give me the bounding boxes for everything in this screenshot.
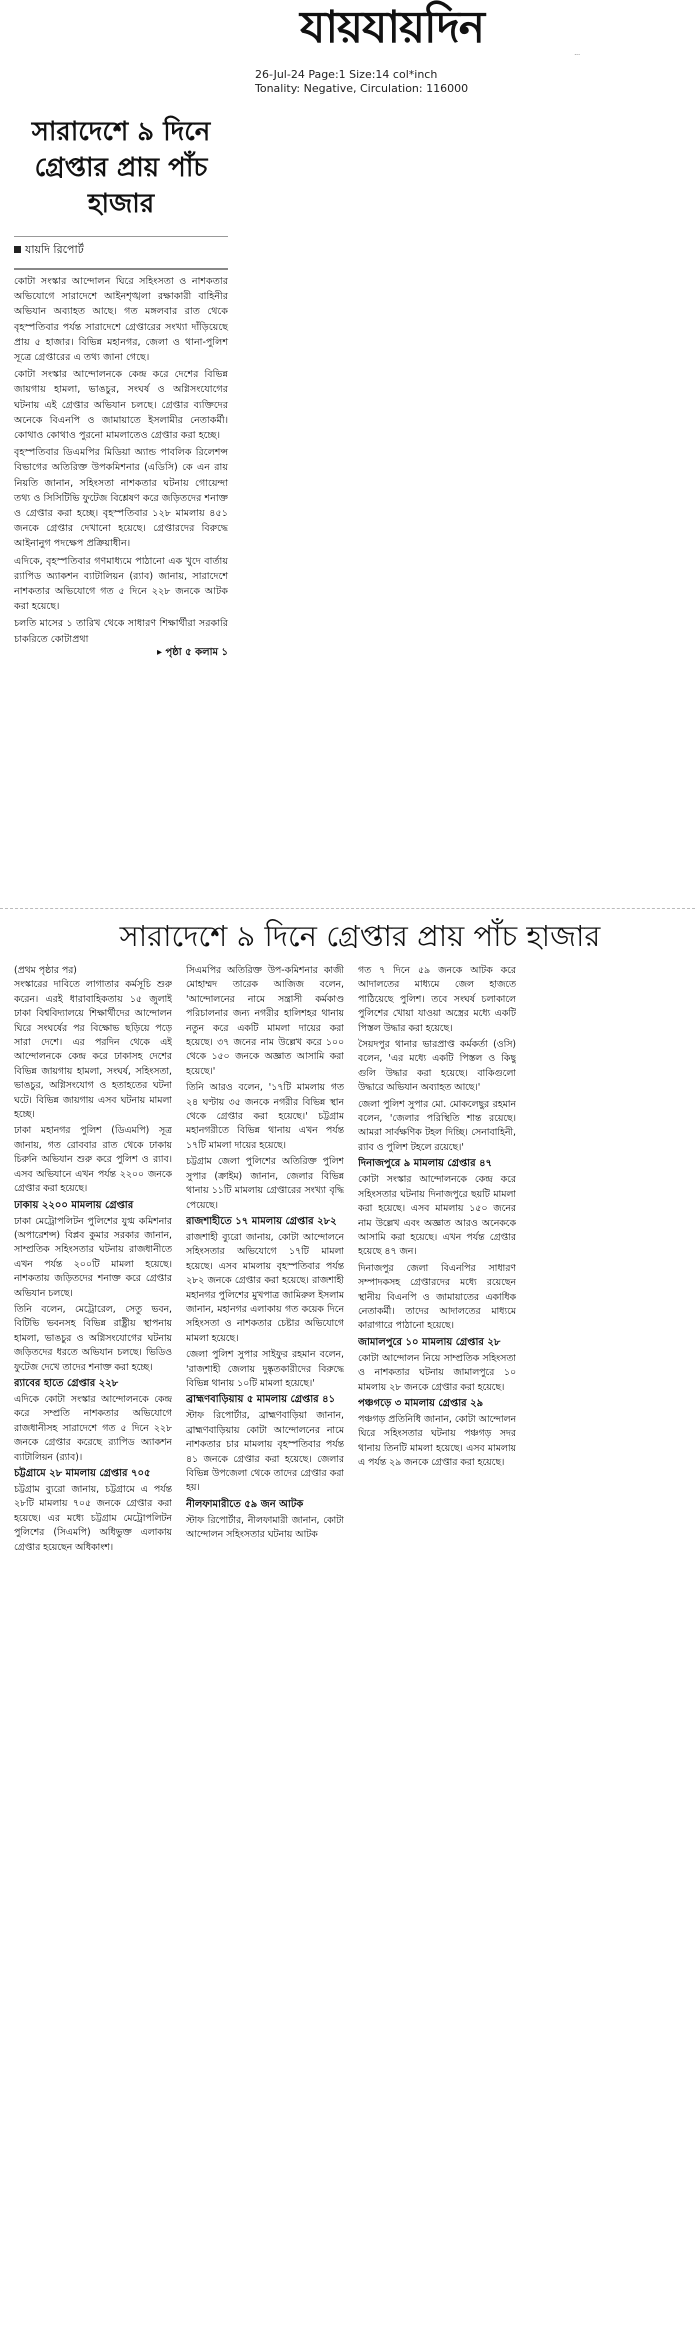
body-paragraph: চট্টগ্রাম জেলা পুলিশের অতিরিক্ত পুলিশ সুপার (ক্রাইম) জানান, জেলার বিভিন্ন থানায় ১১টি মামলায় গ্রেপ্তারের সংখ্যা বৃদ্ধি পেয়েছে। [186, 1156, 344, 1211]
subheading: রাজশাহীতে ১৭ মামলায় গ্রেপ্তার ২৮২ [186, 1215, 337, 1227]
body-paragraph: জেলা পুলিশ সুপার মো. মোকলেছুর রহমান বলেন, 'জেলার পরিস্থিতি শান্ত রয়েছে। আমরা সার্বক্ষণিক টহল দিচ্ছি। সেনাবাহিনী, র‍্যাব ও পুলিশ টহলে রয়েছে।' [358, 1098, 516, 1153]
front-paragraph: বৃহস্পতিবার ডিএমপির মিডিয়া অ্যান্ড পাবলিক রিলেশন্স বিভাগের অতিরিক্ত উপকমিশনার (এডিসি) কে এন রায় নিয়তি জানান, সহিংসতা নাশকতার ঘটনায় গোয়েন্দা তথ্য ও সিসিটিভি ফুটেজ বিশ্লেষণ করে জড়িতদের শনাক্ত ও গ্রেপ্তার করা হচ্ছে। বৃহস্পতিবার ১২৮ মামলায় ৪৫১ জনকে গ্রেপ্তার দেখানো হয়েছে। গ্রেপ্তারদের বিরুদ্ধে আইনানুগ পদক্ষেপ প্রক্রিয়াধীন। [14, 447, 228, 550]
subheading: দিনাজপুরে ৯ মামলায় গ্রেপ্তার ৪৭ [358, 1158, 493, 1170]
continued-note: (প্রথম পৃষ্ঠার পর) [14, 965, 77, 976]
body-paragraph: সিএমপির অতিরিক্ত উপ-কমিশনার কাজী মোহাম্মদ তারেক আজিজ বলেন, 'আন্দোলনের নামে সন্ত্রাসী কর্মকাণ্ড পরিচালনার জন্য নগরীর হালিশহর থানায় নতুন করে একটি মামলা দায়ের করা হয়েছে। ৩৭ জনের নাম উল্লেখ করে ১০০ থেকে ১৫০ জনকে অজ্ঞাত আসামি করা হয়েছে।' [186, 965, 344, 1077]
body-paragraph: সংস্কারের দাবিতে লাগাতার কর্মসূচি শুরু করেন। এরই ধারাবাহিকতায় ১৫ জুলাই ঢাকা বিশ্ববিদ্যালয়ে শিক্ষার্থীদের আন্দোলন ঘিরে সংঘর্ষের পর বিক্ষোভ ছড়িয়ে পড়ে সারা দেশে। এর পরদিন থেকে এই আন্দোলনকে কেন্দ্র করে ঢাকাসহ দেশের বিভিন্ন জায়গায় হামলা, সংঘর্ষ, সহিংসতা, ভাঙচুর, অগ্নিসংযোগ ও হতাহতের ঘটনা ঘটে। বিভিন্ন জায়গায় এসব ঘটনায় মামলা হচ্ছে। [14, 979, 172, 1121]
meta-line-1: 26-Jul-24 Page:1 Size:14 col*inch [255, 68, 438, 81]
body-paragraph: রাজশাহী ব্যুরো জানায়, কোটা আন্দোলনে সহিংসতার অভিযোগে ১৭টি মামলা হয়েছে। এসব মামলায় বৃহস্পতিবার পর্যন্ত ২৮২ জনকে গ্রেপ্তার করা হয়েছে। রাজশাহী মহানগর পুলিশের মুখপাত্র জামিরুল ইসলাম জানান, মহানগর এলাকায় গত কয়েক দিনে সহিংসতা ও নাশকতার চেষ্টার অভিযোগে মামলা হয়েছে। [186, 1231, 344, 1344]
front-page-article [14, 110, 228, 905]
body-paragraph: তিনি বলেন, মেট্রোরেল, সেতু ভবন, বিটিভি ভবনসহ বিভিন্ন রাষ্ট্রীয় স্থাপনায় হামলা, ভাঙচুর ও অগ্নিসংযোগের ঘটনায় জড়িতদের ধরতে অভিযান চলছে। ভিডিও ফুটেজ দেখে তাদের শনাক্ত করা হচ্ছে। [14, 1303, 172, 1373]
body-paragraph: দিনাজপুর জেলা বিএনপির সাধারণ সম্পাদকসহ গ্রেপ্তারদের মধ্যে রয়েছেন স্থানীয় বিএনপি ও জামায়াতের একাধিক নেতাকর্মী। তাদের আদালতের মাধ্যমে কারাগারে পাঠানো হয়েছে। [358, 1262, 516, 1332]
body-paragraph: চট্টগ্রাম ব্যুরো জানায়, চট্টগ্রামে এ পর্যন্ত ২৮টি মামলায় ৭০৫ জনকে গ্রেপ্তার করা হয়েছে। এর মধ্যে চট্টগ্রাম মেট্রোপলিটন পুলিশের (সিএমপি) অধিভুক্ত এলাকায় গ্রেপ্তার হয়েছেন অধিকাংশ। [14, 1484, 172, 1553]
subheading: ব্রাহ্মণবাড়িয়ায় ৫ মামলায় গ্রেপ্তার ৪১ [186, 1394, 336, 1406]
inside-article [14, 964, 686, 2324]
front-paragraph: কোটা সংস্কার আন্দোলনকে কেন্দ্র করে দেশের বিভিন্ন জায়গায় হামলা, ভাঙচুর, সংঘর্ষ ও অগ্নিসংযোগের ঘটনায় এই গ্রেপ্তার অভিযান চলছে। গ্রেপ্তার ব্যক্তিদের অনেকে বিএনপি ও জামায়াতে ইসলামীর নেতাকর্মী। কোথাও কোথাও পুরনো মামলাতেও গ্রেপ্তার করা হচ্ছে। [14, 369, 228, 442]
body-paragraph: পঞ্চগড় প্রতিনিধি জানান, কোটা আন্দোলন ঘিরে সহিংসতার ঘটনায় পঞ্চগড় সদর থানায় তিনটি মামলা হয়েছে। এসব মামলায় এ পর্যন্ত ২৯ জনকে গ্রেপ্তার করা হয়েছে। [358, 1413, 516, 1469]
subheading: জামালপুরে ১০ মামলায় গ্রেপ্তার ২৮ [358, 1336, 501, 1348]
meta-line-2: Tonality: Negative, Circulation: 116000 [255, 82, 469, 95]
subheading: ঢাকায় ২২০০ মামলায় গ্রেপ্তার [14, 1199, 134, 1211]
body-paragraph: সৈয়দপুর থানার ভারপ্রাপ্ত কর্মকর্তা (ওসি) বলেন, 'এর মধ্যে একটি পিস্তল ও কিছু গুলি উদ্ধার করা হয়েছে। বাকিগুলো উদ্ধারে অভিযান অব্যাহত আছে।' [358, 1039, 516, 1094]
body-paragraph: কোটা আন্দোলন নিয়ে সাম্প্রতিক সহিংসতা ও নাশকতার ঘটনায় জামালপুরে ১০ মামলায় ২৮ জনকে গ্রেপ্তার করা হয়েছে। [358, 1352, 516, 1393]
front-paragraph: চলতি মাসের ১ তারিখ থেকে সাধারণ শিক্ষার্থীরা সরকারি চাকরিতে কোটাপ্রথা [14, 618, 228, 645]
square-bullet-icon [14, 246, 21, 253]
continued-page-ref: ▸ পৃষ্ঠা ৫ কলাম ১ [156, 646, 228, 658]
body-paragraph: স্টাফ রিপোর্টার, নীলফামারী জানান, কোটা আন্দোলন সহিংসতার ঘটনায় আটক [186, 1514, 344, 1541]
front-paragraph: এদিকে, বৃহস্পতিবার গণমাধ্যমে পাঠানো এক খুদে বার্তায় র‍্যাপিড অ্যাকশন ব্যাটালিয়ন (র‍্যাব) জানায়, সারাদেশে নাশকতার অভিযোগে গত ৫ দিনে ২২৮ জনকে আটক করা হয়েছে। [14, 555, 228, 613]
column-2 [186, 964, 344, 2324]
newspaper-logo: যায়যায়দিন [300, 2, 485, 53]
column-1 [14, 964, 172, 2324]
body-paragraph: জেলা পুলিশ সুপার সাইফুর রহমান বলেন, 'রাজশাহী জেলায় দুষ্কৃতকারীদের বিরুদ্ধে বিভিন্ন থানায় ১০টি মামলা হয়েছে।' [186, 1349, 344, 1389]
body-paragraph: এদিকে কোটা সংস্কার আন্দোলনকে কেন্দ্র করে সম্প্রতি নাশকতার অভিযোগে রাজধানীসহ সারাদেশে গত ৫ দিনে ২২৮ জনকে গ্রেপ্তার করেছে র‍্যাপিড অ্যাকশন ব্যাটালিয়ন (র‍্যাব)। [14, 1393, 172, 1463]
body-paragraph: ঢাকা মেট্রোপলিটন পুলিশের যুগ্ম কমিশনার (অপারেশন্স) বিপ্লব কুমার সরকার জানান, সাম্প্রতিক সহিংসতার ঘটনায় রাজধানীতে এখন পর্যন্ত ২০০টি মামলা হয়েছে। নাশকতায় জড়িতদের শনাক্ত করে গ্রেপ্তার অভিযান চলছে। [14, 1215, 172, 1299]
front-headline: সারাদেশে ৯ দিনে গ্রেপ্তার প্রায় পাঁচ হাজার [31, 117, 211, 219]
reporter-line [14, 236, 228, 260]
inside-headline: সারাদেশে ৯ দিনে গ্রেপ্তার প্রায় পাঁচ হাজার [119, 919, 601, 953]
body-paragraph: গত ৭ দিনে ৫৯ জনকে আটক করে আদালতের মাধ্যমে জেল হাজতে পাঠিয়েছে পুলিশ। তবে সংঘর্ষ চলাকালে পুলিশের খোয়া যাওয়া অস্ত্রের মধ্যে একটি পিস্তল উদ্ধার করা হয়েছে। [358, 965, 516, 1034]
column-3 [358, 964, 516, 2324]
body-paragraph: স্টাফ রিপোর্টার, ব্রাহ্মণবাড়িয়া জানান, ব্রাহ্মণবাড়িয়ায় কোটা আন্দোলনের নামে নাশকতার চার মামলায় বৃহস্পতিবার পর্যন্ত ৪১ জনকে গ্রেপ্তার করা হয়েছে। জেলার বিভিন্ন উপজেলা থেকে তাদের গ্রেপ্তার করা হয়। [186, 1410, 344, 1494]
subheading: র‍্যাবের হাতে গ্রেপ্তার ২২৮ [14, 1377, 119, 1389]
clipping-divider [0, 908, 695, 909]
logo-tagline: ... [574, 50, 580, 57]
body-paragraph: তিনি আরও বলেন, '১৭টি মামলায় গত ২৪ ঘণ্টায় ৩৫ জনকে নগরীর বিভিন্ন স্থান থেকে গ্রেপ্তার করা হয়েছে।' চট্টগ্রাম মহানগরীতে বিভিন্ন থানায় এখন পর্যন্ত ১৭টি মামলা দায়ের হয়েছে। [186, 1082, 344, 1151]
masthead [300, 2, 630, 68]
reporter-name: যায়দি রিপোর্ট [25, 243, 84, 256]
body-paragraph: কোটা সংস্কার আন্দোলনকে কেন্দ্র করে সহিংসতার ঘটনায় দিনাজপুরে ছয়টি মামলা করা হয়েছে। এসব মামলায় ১৫০ জনের নাম উল্লেখ এবং অজ্ঞাত আরও অনেককে আসামি করা হয়েছে। এখন পর্যন্ত গ্রেপ্তার হয়েছে ৪৭ জন। [358, 1174, 516, 1258]
subheading: নীলফামারীতে ৫৯ জন আটক [186, 1498, 304, 1510]
front-paragraph: কোটা সংস্কার আন্দোলন ঘিরে সহিংসতা ও নাশকতার অভিযোগে সারাদেশে আইনশৃঙ্খলা রক্ষাকারী বাহিনীর অভিযান অব্যাহত আছে। গত মঙ্গলবার রাত থেকে বৃহস্পতিবার পর্যন্ত সারাদেশে গ্রেপ্তারের সংখ্যা দাঁড়িয়েছে প্রায় ৫ হাজার। বিভিন্ন মহানগর, জেলা ও থানা-পুলিশ সূত্রে গ্রেপ্তারের এ তথ্য জানা গেছে। [14, 276, 228, 364]
divider [14, 268, 228, 270]
body-paragraph: ঢাকা মহানগর পুলিশ (ডিএমপি) সূত্র জানায়, গত রোববার রাত থেকে ঢাকায় চিরুনি অভিযান শুরু করে পুলিশ ও র‍্যাব। এসব অভিযানে এখন পর্যন্ত ২২০০ জনকে গ্রেপ্তার করা হয়েছে। [14, 1125, 172, 1195]
subheading: পঞ্চগড়ে ৩ মামলায় গ্রেপ্তার ২৯ [358, 1397, 484, 1409]
subheading: চট্টগ্রামে ২৮ মামলায় গ্রেপ্তার ৭০৫ [14, 1468, 151, 1479]
clipping-meta [255, 68, 468, 96]
